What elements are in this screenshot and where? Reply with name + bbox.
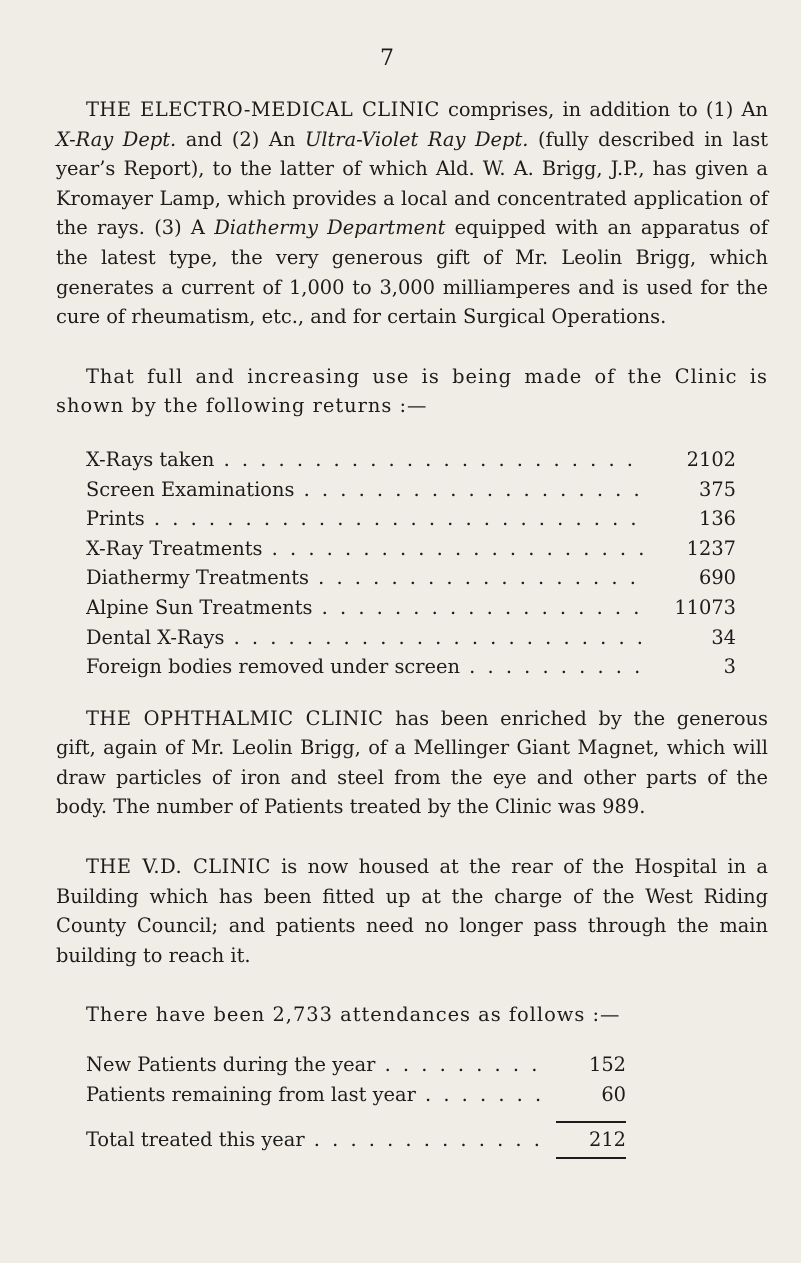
section-heading: THE OPHTHALMIC CLINIC — [86, 706, 384, 730]
row-value: 60 — [601, 1082, 626, 1106]
total-label: Total treated this year . . . — [86, 1125, 546, 1155]
returns-intro-paragraph: That full and increasing use is being made of the Clinic is shown by the following returns :— — [56, 364, 768, 418]
document-body — [56, 95, 768, 1159]
row-value: 136 — [698, 507, 736, 531]
row-value: 2102 — [686, 447, 736, 471]
returns-table — [86, 445, 736, 682]
row-label: Screen Examinations . . . — [86, 475, 646, 505]
row-label: New Patients during the year . . . — [86, 1050, 546, 1080]
row-label: Prints . . . — [86, 504, 646, 534]
row-value: 690 — [698, 566, 736, 590]
table-row — [86, 563, 736, 593]
paragraph-text: comprises, in addition to (1) An — [439, 98, 768, 121]
paragraph-text: has been enriched by the generous gift, again of Mr. Leolin Brigg, of a Mellinger Giant Magnet, which will draw particles of iron and steel from the eye and other parts of the body. The number of Patients treated by the Clinic was 989. — [56, 706, 768, 819]
sum-rule — [556, 1121, 626, 1123]
table-row — [86, 1050, 626, 1080]
total-row — [86, 1125, 626, 1155]
row-label: Foreign bodies removed under screen . . . — [86, 652, 646, 682]
emphasis-text: Ultra-Violet Ray Dept. — [304, 127, 529, 151]
table-row — [86, 1080, 626, 1110]
table-row — [86, 534, 736, 564]
paragraph-text: (fully described in last year’s Report), to the latter of which Ald. W. A. Brigg, J.P., has given a Kromayer Lamp, which provides a local and concentrated application of the rays. (3) A — [56, 127, 768, 240]
page-number: 7 — [380, 46, 394, 71]
paragraph-text: equipped with an apparatus of the latest type, the very generous gift of Mr. Leolin Brigg, which generates a current of 1,000 to 3,000 milliamperes and is used for the cure of rheumatism, etc., and for certain Surgical Operations. — [56, 216, 769, 329]
row-label: Alpine Sun Treatments . . . — [86, 593, 646, 623]
row-label: X-Rays taken . . . — [86, 445, 646, 475]
section-heading: THE ELECTRO-MEDICAL CLINIC — [86, 98, 440, 121]
row-value: 152 — [588, 1053, 626, 1077]
row-value: 1237 — [686, 536, 736, 560]
emphasis-text: Diathermy Department — [214, 216, 446, 240]
table-row — [86, 593, 736, 623]
row-value: 3 — [723, 655, 736, 679]
sum-rule — [556, 1157, 626, 1159]
row-value: 11073 — [674, 595, 736, 619]
vd-clinic-paragraph — [56, 852, 768, 970]
emphasis-text: X-Ray Dept. — [56, 127, 177, 151]
row-value: 34 — [711, 625, 736, 649]
row-value: 375 — [698, 477, 736, 501]
electro-medical-paragraph — [56, 95, 768, 332]
row-label: Dental X-Rays . . . — [86, 623, 646, 653]
section-heading: THE V.D. CLINIC — [86, 855, 271, 879]
table-row — [86, 652, 736, 682]
table-row — [86, 445, 736, 475]
row-label: Patients remaining from last year . . . — [86, 1080, 546, 1110]
attendances-intro-paragraph: There have been 2,733 attendances as follows :— — [86, 1003, 621, 1027]
attendances-table — [86, 1050, 626, 1159]
table-row — [86, 623, 736, 653]
ophthalmic-paragraph — [56, 704, 768, 822]
paragraph-text: and (2) An — [176, 127, 305, 151]
table-row — [86, 475, 736, 505]
row-label: Diathermy Treatments . . . — [86, 563, 646, 593]
table-row — [86, 504, 736, 534]
paragraph-text: is now housed at the rear of the Hospital in a Building which has been fitted up at the charge of the West Riding County Council; and patients need no longer pass through the main building to reach it. — [56, 855, 768, 967]
total-value: 212 — [588, 1128, 626, 1152]
row-label: X-Ray Treatments . . . — [86, 534, 646, 564]
